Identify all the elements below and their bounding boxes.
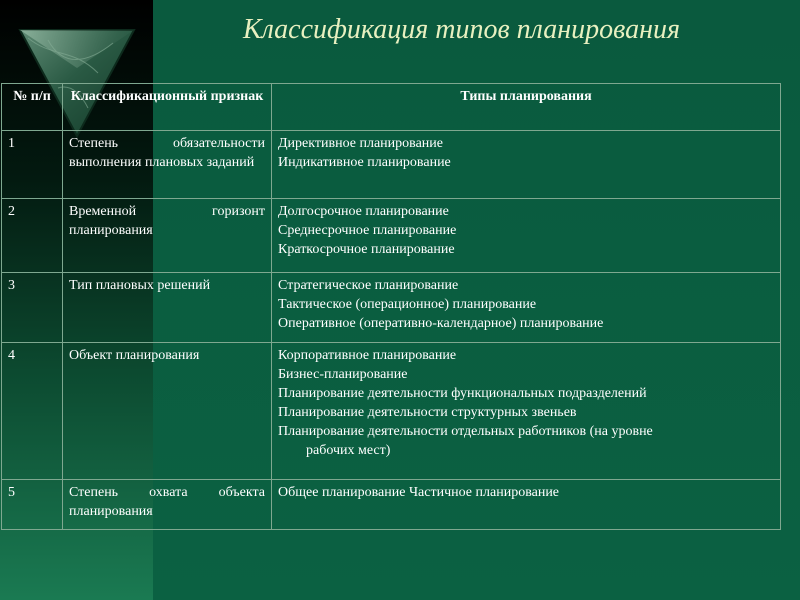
classification-table (1, 83, 781, 530)
type-item: Тактическое (операционное) планирование (278, 297, 537, 312)
row-criterion: Тип плановых решений (63, 273, 272, 343)
row-types (272, 131, 781, 199)
row-number: 1 (2, 131, 63, 199)
type-item: Стратегическое планирование (278, 278, 459, 293)
row-types (272, 273, 781, 343)
type-item: Среднесрочное планирование (278, 223, 457, 238)
row-criterion: Степень охвата объекта планирования (63, 480, 272, 530)
row-criterion: Объект планирования (63, 343, 272, 480)
table-row (2, 131, 781, 199)
slide-title: Классификация типов планирования (243, 14, 680, 45)
header-number: № п/п (2, 84, 63, 131)
table-row (2, 343, 781, 480)
table-row (2, 199, 781, 273)
table-row (2, 273, 781, 343)
type-item: Планирование деятельности структурных звеньев (278, 405, 577, 420)
header-criterion: Классификационный признак (63, 84, 272, 131)
type-item: Корпоративное планирование (278, 348, 457, 363)
row-types (272, 199, 781, 273)
table-row (2, 480, 781, 530)
row-types (272, 480, 781, 530)
type-item: Индикативное планирование (278, 155, 451, 170)
header-types: Типы планирования (272, 84, 781, 131)
type-item: Планирование деятельности функциональных подразделений (278, 386, 647, 401)
type-item: Директивное планирование (278, 136, 443, 151)
type-item: Краткосрочное планирование (278, 242, 455, 257)
row-types (272, 343, 781, 480)
type-item: Оперативное (оперативно-календарное) планирование (278, 316, 604, 331)
row-criterion: Степень обязательности выполнения плановых заданий (63, 131, 272, 199)
row-number: 5 (2, 480, 63, 530)
type-item: Планирование деятельности отдельных работников (на уровне (278, 424, 653, 439)
row-number: 4 (2, 343, 63, 480)
type-item-continuation: рабочих мест) (306, 443, 391, 458)
row-number: 3 (2, 273, 63, 343)
type-item: Долгосрочное планирование (278, 204, 449, 219)
table-header-row (2, 84, 781, 131)
row-criterion: Временной горизонт планирования (63, 199, 272, 273)
type-item: Бизнес-планирование (278, 367, 408, 382)
type-item: Общее планирование Частичное планирование (278, 485, 560, 500)
row-number: 2 (2, 199, 63, 273)
